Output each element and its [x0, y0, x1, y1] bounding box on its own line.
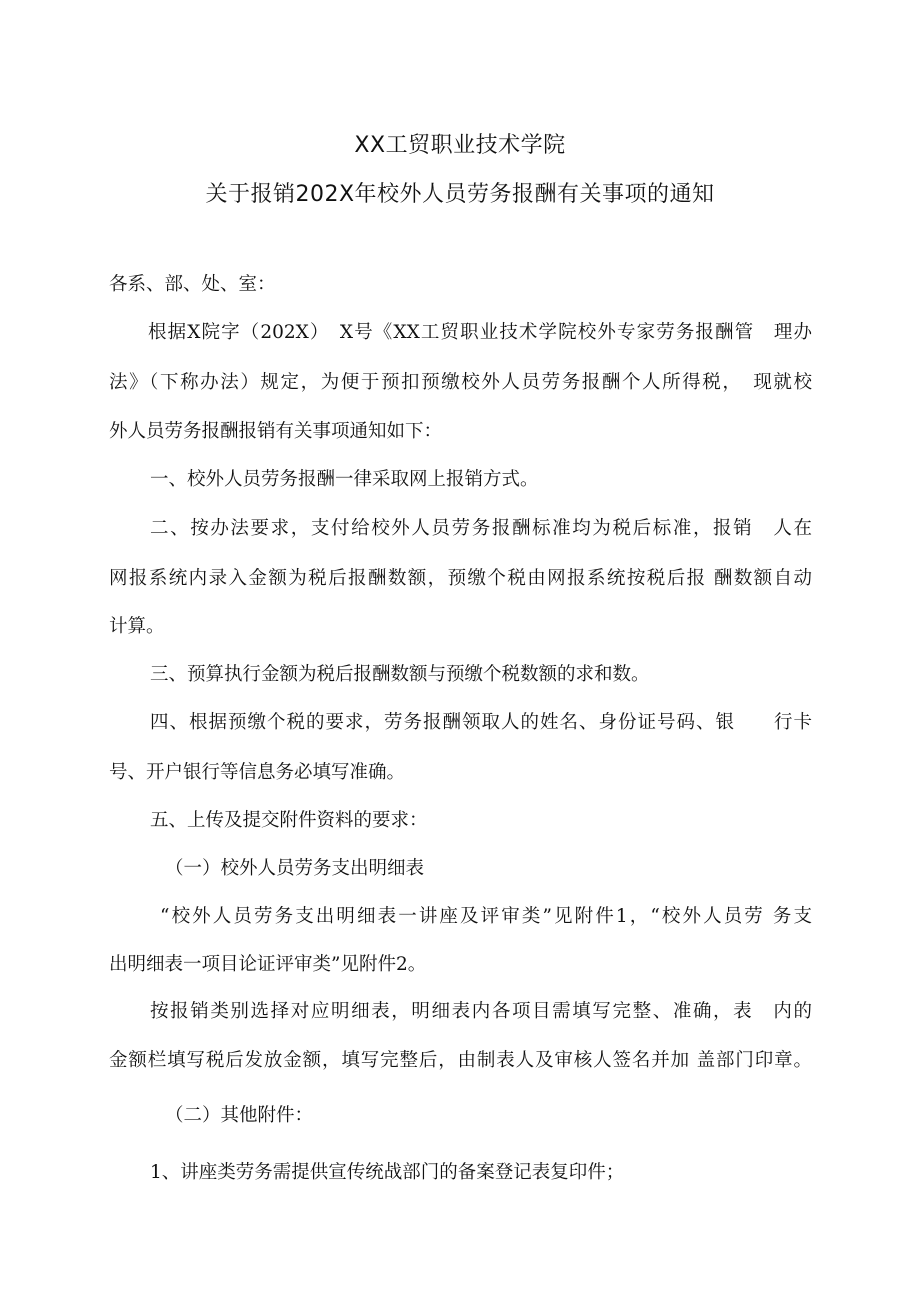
item-1: 一、校外人员劳务报酬一律采取网上报销方式。: [150, 469, 539, 490]
salutation: 各系、部、处、室：: [109, 274, 276, 295]
item-4-line-1: 四、根据预缴个税的要求，劳务报酬领取人的姓名、身份证号码、银 行卡: [150, 712, 812, 733]
item-2-line-1: 二、按办法要求，支付给校外人员劳务报酬标准均为税后标准，报销 人在: [150, 518, 812, 539]
intro-line-1: 根据X院字（202X） X号《XX工贸职业技术学院校外专家劳务报酬管 理办: [148, 322, 812, 343]
item-2-line-3: 计算。: [109, 616, 165, 637]
item-5: 五、上传及提交附件资料的要求：: [150, 810, 428, 831]
sub-1-text-line-2: 出明细表一项目论证评审类”见附件2。: [109, 954, 427, 975]
item-4-line-2: 号、开户银行等信息务必填写准确。: [109, 762, 406, 783]
notice-title: 关于报销202X年校外人员劳务报酬有关事项的通知: [205, 182, 715, 207]
sub-1-rule-line-2: 金额栏填写税后发放金额，填写完整后，由制表人及审核人签名并加 盖部门印章。: [109, 1050, 812, 1071]
intro-line-2: 法》（下称办法）规定，为便于预扣预缴校外人员劳务报酬个人所得税， 现就校: [109, 372, 812, 393]
org-name: XX工贸职业技术学院: [354, 133, 566, 158]
intro-line-3: 外人员劳务报酬报销有关事项通知如下：: [109, 421, 443, 442]
sub-2-item-1: 1、讲座类劳务需提供宣传统战部门的备案登记表复印件；: [150, 1162, 625, 1183]
item-3: 三、预算执行金额为税后报酬数额与预缴个税数额的求和数。: [150, 664, 650, 685]
sub-2-heading: （二）其他附件：: [165, 1105, 314, 1126]
sub-1-text-line-1: “校外人员劳务支出明细表一讲座及评审类”见附件1，“校外人员劳 务支: [160, 906, 812, 927]
item-2-line-2: 网报系统内录入金额为税后报酬数额，预缴个税由网报系统按税后报 酬数额自动: [109, 568, 812, 589]
sub-1-heading: （一）校外人员劳务支出明细表: [165, 858, 425, 879]
sub-1-rule-line-1: 按报销类别选择对应明细表，明细表内各项目需填写完整、准确，表 内的: [150, 1001, 812, 1022]
